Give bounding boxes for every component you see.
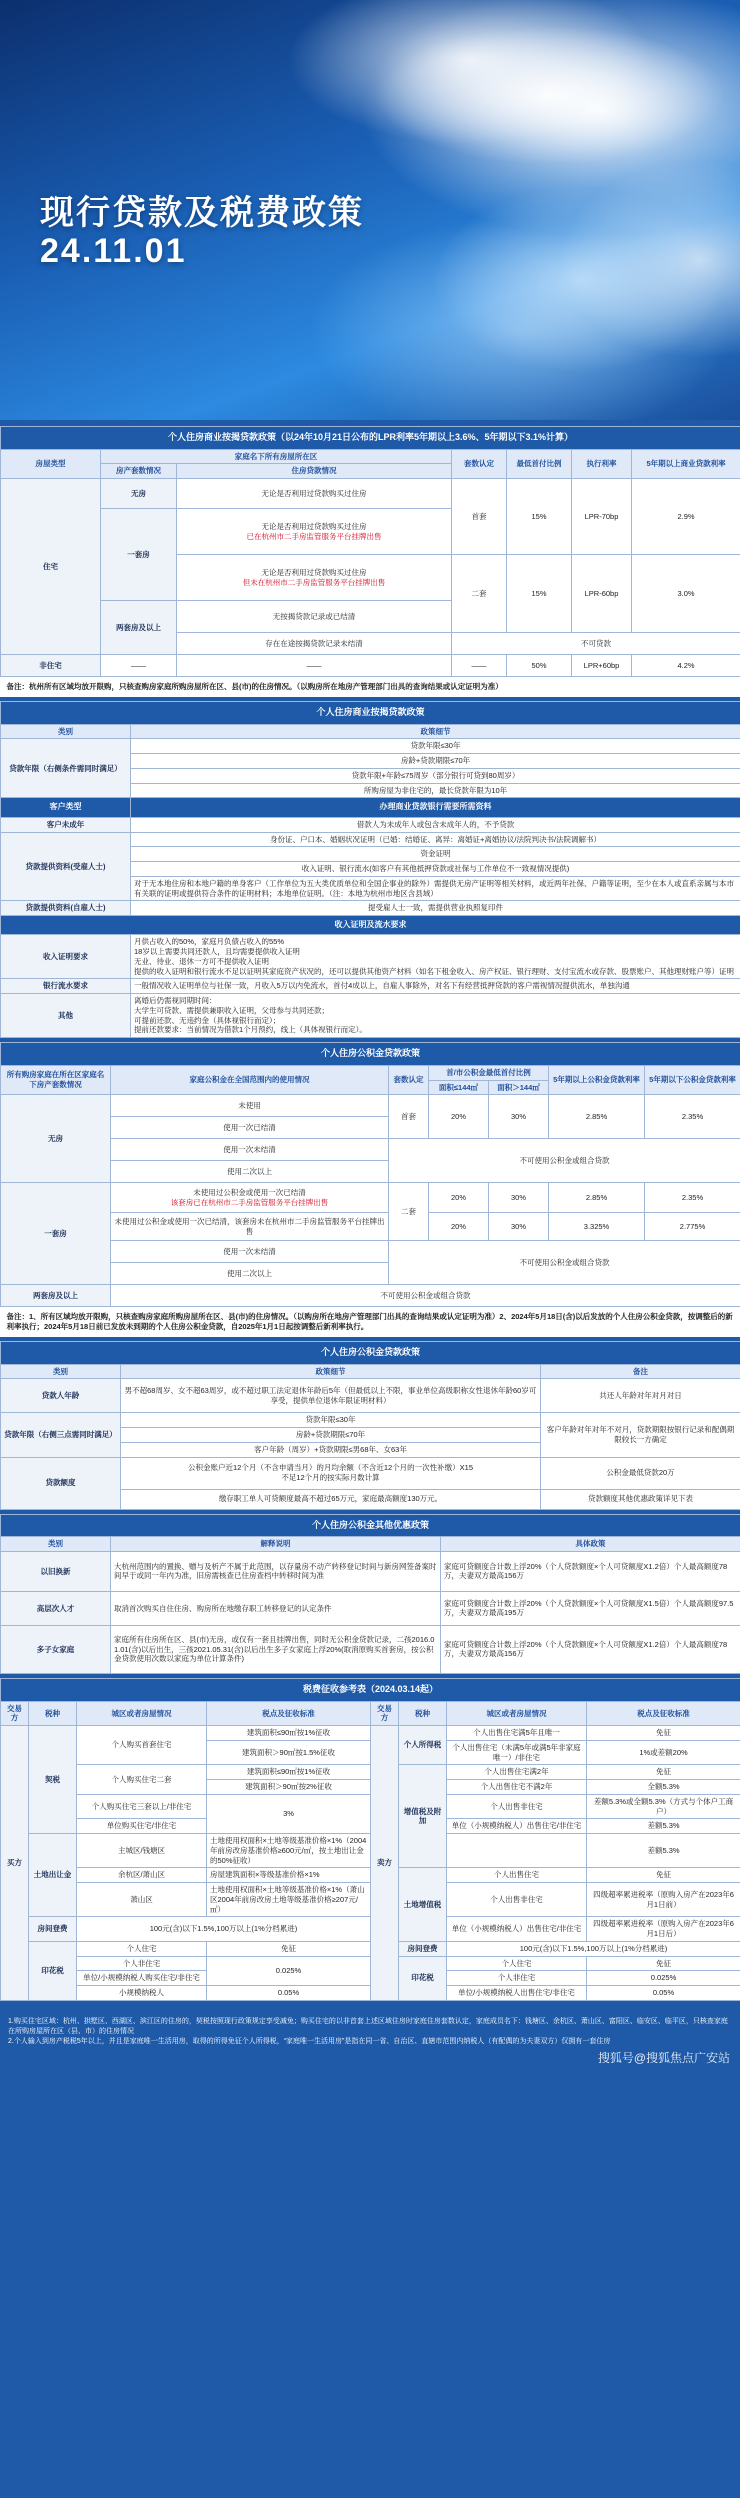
- table-cell: 共还人年龄对年对月对日: [541, 1379, 740, 1413]
- header-cell: 套数认定: [452, 449, 507, 479]
- header-cell: 家庭名下所有房屋所在区: [101, 449, 452, 464]
- table-cell: 四级超率累进税率（原购入房产在2023年6月1日前）: [587, 1883, 740, 1917]
- table-cell: 余杭区/萧山区: [77, 1868, 207, 1883]
- table-cell: ——: [452, 655, 507, 677]
- table-cell: 缴存职工单人可贷额度最高不超过65万元，家庭最高额度130万元。: [121, 1489, 541, 1509]
- row-label: 客户未成年: [1, 817, 131, 832]
- header-cell: 5年期以上商业贷款利率: [632, 449, 740, 479]
- section-provident-fund-other: [0, 1514, 740, 1674]
- cell-line: 可提前还款、无违约金（具体视银行而定）；: [134, 1015, 281, 1025]
- table-cell: 身份证、户口本、婚姻状况证明（已婚：结婚证、离异：离婚证+离婚协议/法院判决书/法院调解书）: [131, 832, 740, 847]
- table-cell: 免征: [587, 1868, 740, 1883]
- row-label: 贷款提供资料(受雇人士): [1, 832, 131, 901]
- table-cell: [447, 1834, 587, 1868]
- table-cell: 家庭所有住房所在区、县(市)无房，或仅有一套且挂牌出售，同时无公积金贷款记录，二孩2016.01.01(含)以后出生，三孩2021.05.31(含)以后出生多子女家庭上浮20%(取消原购买首套房，按公积金贷款使用次数以家庭为单位计算条件): [111, 1625, 441, 1673]
- table-cell: 20%: [429, 1095, 489, 1139]
- row-label: 一套房: [1, 1183, 111, 1285]
- provident-other-table: [0, 1514, 740, 1674]
- header-cell: 税点及征收标准: [587, 1701, 740, 1726]
- header-cell: 交易方: [371, 1701, 399, 1726]
- row-label: 印花税: [399, 1956, 447, 2000]
- table-cell: LPR-70bp: [572, 479, 632, 555]
- header-cell: 面积＞144㎡: [489, 1080, 549, 1095]
- header-cell: 最低首付比例: [507, 449, 572, 479]
- row-label: 增值税及附加: [399, 1765, 447, 1868]
- footer-note-1: 1.购买住宅区域：杭州、拱墅区、西湖区、滨江区的住房的，契税按照现行政策规定享受减免；购买住宅的以非首套上述区域住房时家庭住房套数认定，家庭成员名下：钱塘区、余杭区、萧山区、富阳区、临安区、临平区，只核查家庭在所购房屋所在区（县、市）的住房情况: [8, 2017, 728, 2035]
- tax-reference-table: [0, 1678, 740, 2001]
- table-cell: 男不超68周岁、女不超63周岁，或不超过职工法定退休年龄后5年（但最低以上不限，事业单位高级职称女性退休年龄60岁可享受，提供单位退休年限证明材料）: [121, 1379, 541, 1413]
- table-cell: 萧山区: [77, 1883, 207, 1917]
- table-cell: 2.85%: [549, 1095, 645, 1139]
- wave-foam-decoration-2: [420, 180, 740, 380]
- table-cell: 个人住宅: [77, 1941, 207, 1956]
- table-cell: 一般情况收入证明单位与社保一致，月收入5万以内免流水，首付4成以上，自雇人事除外，对名下有经营抵押贷款的客户需视情况提供流水，单独沟通: [131, 979, 740, 994]
- table-cell: 土地使用权面积×土地等级基准价格×1%（萧山区2004年前房改房土地等级基准价格≥207元/㎡）: [207, 1883, 371, 1917]
- page-date: 24.11.01: [40, 232, 187, 270]
- table-cell: 房屋建筑面积×等级基准价格×1%: [207, 1868, 371, 1883]
- table-cell: 贷款额度其他优惠政策详见下表: [541, 1489, 740, 1509]
- header-cell: 面积≤144㎡: [429, 1080, 489, 1095]
- content: [0, 420, 740, 2011]
- table-cell: 提受雇人士一致，需提供营业执照复印件: [131, 901, 740, 916]
- table-cell: 30%: [489, 1213, 549, 1241]
- table-cell: [177, 555, 452, 601]
- table-cell: 2.775%: [645, 1213, 740, 1241]
- section-caption: 个人住房商业按揭贷款政策（以24年10月21日公布的LPR利率5年期以上3.6%、5年期以下3.1%计算）: [1, 427, 740, 450]
- header-cell: 类别: [1, 1364, 121, 1379]
- row-label: 住宅: [1, 479, 101, 655]
- header-cell: 政策细节: [131, 724, 740, 739]
- table-cell: 单位购买住宅/非住宅: [77, 1819, 207, 1834]
- table-cell: 使用一次已结清: [111, 1117, 389, 1139]
- table-cell: 3.0%: [632, 555, 740, 633]
- table-cell: 存在在途按揭贷款记录未结清: [177, 633, 452, 655]
- header-cell: 家庭公积金在全国范围内的使用情况: [111, 1065, 389, 1095]
- table-cell: 未使用过公积金或使用一次已结清，该套房未在杭州市二手房监管服务平台挂牌出售: [111, 1213, 389, 1241]
- cell-line: 提供的收入证明和银行流水不足以证明其家庭资产状况的，还可以提供其他资产材料（如名下租金收入、房产权证、银行理财、支付宝流水或存款、股票账户、其他理财账户等）证明: [134, 966, 734, 976]
- table-cell: 首套: [452, 479, 507, 555]
- table-cell: 四级超率累进税率（原购入房产在2023年6月1日后）: [587, 1917, 740, 1942]
- table-cell: 1%或差额20%: [587, 1740, 740, 1765]
- table-cell: 个人出售住宅满5年且唯一: [447, 1726, 587, 1741]
- section-provident-fund-details: [0, 1341, 740, 1510]
- table-cell: 3.325%: [549, 1213, 645, 1241]
- table-cell: 0.05%: [207, 1986, 371, 2001]
- cell-line: 月供占收入的50%，家庭月负债占收入的55%: [134, 937, 285, 947]
- cell-line: 提前还款要求：当前情况为借款1个月预约，线上（具体视银行而定）。: [134, 1025, 367, 1035]
- table-cell: 差额5.3%: [587, 1819, 740, 1834]
- section-caption: 税费征收参考表（2024.03.14起）: [1, 1678, 740, 1701]
- cell-line: 离婚后仍需视同期时间：: [134, 996, 217, 1006]
- cell-line: 无论是否利用过贷款购买过住房: [261, 521, 367, 531]
- table-cell: 20%: [429, 1213, 489, 1241]
- header-cell: 套数认定: [389, 1065, 429, 1095]
- table-cell: 无论是否利用过贷款购买过住房: [177, 479, 452, 509]
- table-cell: 15%: [507, 479, 572, 555]
- row-label: 客户类型: [1, 798, 131, 817]
- row-label: 一套房: [101, 509, 177, 601]
- row-label: 土地增值税: [399, 1868, 447, 1942]
- table-cell: 3%: [207, 1794, 371, 1833]
- table-cell: 对于无本地住房和本地户籍的单身客户（工作单位为五大类优质单位和全国企事业的除外）需提供无房产证明等相关材料，或近两年社保、户籍等证明，至少在本人或直系亲属与本市有关联的证明或提供符合条件的证明材料；本地单位证明。（注：本地为杭州市地区含县域）: [131, 876, 740, 901]
- row-label: 买方: [1, 1726, 29, 2001]
- row-label: 房间登费: [29, 1917, 77, 1942]
- table-cell: 资金证明: [131, 847, 740, 862]
- table-cell: 二套: [389, 1183, 429, 1241]
- table-cell: 借款人为未成年人或包含未成年人的，不予贷款: [131, 817, 740, 832]
- table-cell: 100元(含)以下1.5%,100万以上(1%分档累进): [447, 1941, 740, 1956]
- row-label: 两套房及以上: [1, 1285, 111, 1307]
- table-cell: 个人购买住宅二套: [77, 1765, 207, 1795]
- table-cell: 使用一次未结清: [111, 1241, 389, 1263]
- table-cell: 公积金最低贷款20万: [541, 1457, 740, 1489]
- table-cell: 土地使用权面积×土地等级基准价格×1%（2004年前房改房基准价格≥600元/㎡，按土地出让金的50%征收）: [207, 1834, 371, 1868]
- header-cell: 城区或者房屋情况: [447, 1701, 587, 1726]
- row-label: 贷款年限（右侧三点需同时满足）: [1, 1413, 121, 1457]
- table-cell: [131, 994, 740, 1038]
- table-cell: 差额5.3%: [587, 1834, 740, 1868]
- row-label: 卖方: [371, 1726, 399, 2001]
- table-cell: 个人非住宅: [447, 1971, 587, 1986]
- table-cell: 未使用: [111, 1095, 389, 1117]
- table-cell: 个人出售非住宅: [447, 1794, 587, 1819]
- row-label: 个人所得税: [399, 1726, 447, 1765]
- table-cell: 个人购买住宅三套以上/非住宅: [77, 1794, 207, 1819]
- table-cell: 家庭可贷额度合计数上浮20%（个人贷款额度×个人可贷额度X1.5倍）个人最高额度97.5万，夫妻双方最高195万: [441, 1591, 740, 1625]
- table-cell: 收入证明、银行流水(如客户有其他抵押贷款或社保与工作单位不一致视情况提供): [131, 862, 740, 877]
- table-cell: 个人出售住宅: [447, 1868, 587, 1883]
- table-cell: 差额5.3%或全额5.3%（方式与个体户工商户）: [587, 1794, 740, 1819]
- row-label: 两套房及以上: [101, 601, 177, 655]
- section-caption: 个人住房公积金贷款政策: [1, 1341, 740, 1364]
- table-cell: 0.025%: [207, 1956, 371, 1986]
- row-label: 无房: [1, 1095, 111, 1183]
- table-cell: 2.35%: [645, 1095, 740, 1139]
- table-cell: LPR-60bp: [572, 555, 632, 633]
- table-cell: 贷款年限≤30年: [131, 739, 740, 754]
- table-cell: 单位/小规模纳税人出售住宅/非住宅: [447, 1986, 587, 2001]
- table-cell: 15%: [507, 555, 572, 633]
- cell-line: 大学生可贷款、需提供兼职收入证明，父母参与共同还款；: [134, 1005, 329, 1015]
- table-cell: 贷款年限≤30年: [121, 1413, 541, 1428]
- table-cell: 全额5.3%: [587, 1780, 740, 1795]
- table-cell: 免征: [207, 1941, 371, 1956]
- table-cell: 单位（小规模纳税人）出售住宅/非住宅: [447, 1917, 587, 1942]
- table-cell: 0.05%: [587, 1986, 740, 2001]
- table-cell: 二套: [452, 555, 507, 633]
- cell-line: 已在杭州市二手房监管服务平台挂牌出售: [246, 531, 382, 541]
- table-cell: 2.9%: [632, 479, 740, 555]
- section-note: 备注：杭州所有区域均放开限购，只核查购房家庭所购房屋所在区、县(市)的住房情况。（以购房所在地房产管理部门出具的查询结果或认定证明为准）: [1, 677, 740, 697]
- sub-header: 办理商业贷款银行需要所需资料: [131, 798, 740, 817]
- table-cell: 20%: [429, 1183, 489, 1213]
- table-cell: 个人出售非住宅: [447, 1883, 587, 1917]
- table-cell: 客户年龄对年对年不对月，贷款期限按银行记录和配偶期限较长一方确定: [541, 1413, 740, 1457]
- header-cell: 城区或者房屋情况: [77, 1701, 207, 1726]
- table-cell: 50%: [507, 655, 572, 677]
- table-cell: 使用一次未结清: [111, 1139, 389, 1161]
- table-cell: 2.85%: [549, 1183, 645, 1213]
- section-note: 备注：1、所有区域均放开限购，只核查购房家庭所购房屋所在区、县(市)的住房情况。（以购房所在地房产管理部门出具的查询结果或认定证明为准）2、2024年5月18日(含)以后发放的个人住房公积金贷款，按调整后的新利率执行；2024年5月18日前已发放未到期的个人住房公积金贷款，自2025年1月1日起按调整后新利率执行。: [1, 1307, 740, 1337]
- row-label: 多子女家庭: [1, 1625, 111, 1673]
- row-label: 银行流水要求: [1, 979, 131, 994]
- header-cell: 5年期以上公积金贷款利率: [549, 1065, 645, 1095]
- header-cell: 房屋类型: [1, 449, 101, 479]
- table-cell: 贷款年限+年龄≤75周岁（部分银行可贷到80周岁）: [131, 768, 740, 783]
- table-cell: 免征: [587, 1956, 740, 1971]
- table-cell: [131, 935, 740, 979]
- provident-fund-table: [0, 1042, 740, 1337]
- header-cell: 交易方: [1, 1701, 29, 1726]
- table-cell: 无按揭贷款记录或已结清: [177, 601, 452, 633]
- header-cell: 执行利率: [572, 449, 632, 479]
- cell-line: 未使用过公积金或使用一次已结清: [193, 1188, 306, 1198]
- table-cell: 4.2%: [632, 655, 740, 677]
- cell-line: 无论是否利用过贷款购买过住房: [261, 567, 367, 577]
- table-cell: 取消首次购买自住住房、购房所在地缴存职工转移登记的认定条件: [111, 1591, 441, 1625]
- table-cell: ——: [101, 655, 177, 677]
- table-cell: 建筑面积≤90㎡按1%征收: [207, 1765, 371, 1780]
- table-cell: 2.35%: [645, 1183, 740, 1213]
- table-cell: 建筑面积＞90㎡按2%征收: [207, 1780, 371, 1795]
- row-label: 收入证明要求: [1, 935, 131, 979]
- table-cell: [177, 509, 452, 555]
- footer-notes: [0, 2011, 740, 2072]
- table-cell: LPR+60bp: [572, 655, 632, 677]
- row-label: 以旧换新: [1, 1551, 111, 1591]
- table-cell: 使用二次以上: [111, 1263, 389, 1285]
- table-cell: 个人住宅: [447, 1956, 587, 1971]
- row-label: 土地出让金: [29, 1834, 77, 1917]
- table-cell: 首套: [389, 1095, 429, 1139]
- table-cell: 家庭可贷额度合计数上浮20%（个人贷款额度×个人可贷额度X1.2倍）个人最高额度78万，夫妻双方最高156万: [441, 1551, 740, 1591]
- table-cell: 单位（小规模纳税人）出售住宅/非住宅: [447, 1819, 587, 1834]
- header-cell: 类别: [1, 1537, 111, 1552]
- header-cell: 政策细节: [121, 1364, 541, 1379]
- table-cell: [111, 1183, 389, 1213]
- table-cell: [121, 1457, 541, 1489]
- section-caption: 个人住房公积金其他优惠政策: [1, 1514, 740, 1537]
- header-cell: 住房贷款情况: [177, 464, 452, 479]
- table-cell: 客户年龄（周岁）+贷款期限≤男68年、女63年: [121, 1442, 541, 1457]
- table-cell: 免征: [587, 1726, 740, 1741]
- table-cell: 家庭可贷额度合计数上浮20%（个人贷款额度×个人可贷额度X1.2倍）个人最高额度78万，夫妻双方最高156万: [441, 1625, 740, 1673]
- cell-line: 18岁以上需要共同还款人，且均需要提供收入证明: [134, 947, 300, 957]
- cell-line: 公积金账户近12个月（不含申请当月）的月均余额（不含近12个月的一次性补缴）X15: [187, 1463, 474, 1473]
- table-cell: 房龄+贷款期限≤70年: [121, 1428, 541, 1443]
- table-cell: 个人出售住宅满2年: [447, 1765, 587, 1780]
- header-cell: 备注: [541, 1364, 740, 1379]
- table-cell: 个人购买首套住宅: [77, 1726, 207, 1765]
- cell-line: 该套房已在杭州市二手房监管服务平台挂牌出售: [170, 1197, 329, 1207]
- row-label: 契税: [29, 1726, 77, 1834]
- table-cell: 不可使用公积金或组合贷款: [389, 1241, 740, 1285]
- header-cell: 税种: [399, 1701, 447, 1726]
- table-cell: 建筑面积＞90㎡按1.5%征收: [207, 1740, 371, 1765]
- table-cell: 30%: [489, 1095, 549, 1139]
- header-cell: 所有购房家庭在所在区家庭名下房产套数情况: [1, 1065, 111, 1095]
- header-cell: 解释说明: [111, 1537, 441, 1552]
- table-cell: 建筑面积≤90㎡按1%征收: [207, 1726, 371, 1741]
- table-cell: 主城区/钱塘区: [77, 1834, 207, 1868]
- header-cell: 5年期以下公积金贷款利率: [645, 1065, 740, 1095]
- table-cell: 大杭州范围内的置换、赠与及析产不属于此范围，以存量房不动产转移登记时间与新房网签备案时间早于或同一年内为准，旧房需核查已住房查档中转移时间为准: [111, 1551, 441, 1591]
- table-cell: 小规模纳税人: [77, 1986, 207, 2001]
- section-provident-fund: [0, 1042, 740, 1337]
- table-cell: 0.025%: [587, 1971, 740, 1986]
- cell-line: 但未在杭州市二手房监管服务平台挂牌出售: [242, 577, 386, 587]
- row-label: 贷款年限（右侧条件需同时满足）: [1, 739, 131, 798]
- section-commercial-loan: [0, 426, 740, 697]
- table-cell: 房龄+贷款期限≤70年: [131, 754, 740, 769]
- header-cell: 具体政策: [441, 1537, 740, 1552]
- table-cell: 个人出售住宅不满2年: [447, 1780, 587, 1795]
- table-cell: 个人出售住宅（未满5年或满5年非家庭唯一）/非住宅: [447, 1740, 587, 1765]
- hero-banner: [0, 0, 740, 420]
- section-commercial-loan-details: [0, 701, 740, 1038]
- row-label: 贷款人年龄: [1, 1379, 121, 1413]
- header-cell: 首/市公积金最低首付比例: [429, 1065, 549, 1080]
- row-label: 房间登费: [399, 1941, 447, 1956]
- row-label: 其他: [1, 994, 131, 1038]
- header-cell: 税种: [29, 1701, 77, 1726]
- table-cell: 使用二次以上: [111, 1161, 389, 1183]
- watermark: 搜狐号@搜狐焦点广安站: [597, 2050, 730, 2065]
- commercial-loan-table: [0, 426, 740, 697]
- sub-header: 收入证明及流水要求: [1, 916, 740, 935]
- cell-line: 无业、待业、退休一方可不提供收入证明: [134, 956, 269, 966]
- section-tax-reference: [0, 1678, 740, 2001]
- cell-line: 不足12个月的按实际月数计算: [281, 1473, 380, 1483]
- section-caption: 个人住房公积金贷款政策: [1, 1043, 740, 1066]
- header-cell: 类别: [1, 724, 131, 739]
- row-label: 高层次人才: [1, 1591, 111, 1625]
- wave-foam-decoration: [360, 20, 740, 170]
- row-label: 无房: [101, 479, 177, 509]
- table-cell: 不可使用公积金或组合贷款: [389, 1139, 740, 1183]
- table-cell: 100元(含)以下1.5%,100万以上(1%分档累进): [77, 1917, 371, 1942]
- provident-details-table: [0, 1341, 740, 1510]
- header-cell: 房产套数情况: [101, 464, 177, 479]
- page-title: 现行贷款及税费政策: [40, 194, 364, 232]
- footer-note-2: 2.个人输入到房产税税5年以上，并且是家庭唯一生活用房，取得的所得免征个人所得税，“家庭唯一生活用房”是指在同一省、自治区、直辖市范围内纳税人（有配偶的为夫妻双方）仅拥有一套住房: [8, 2037, 611, 2045]
- header-cell: 税点及征收标准: [207, 1701, 371, 1726]
- table-cell: 不可使用公积金或组合贷款: [111, 1285, 740, 1307]
- row-label: 印花税: [29, 1941, 77, 2000]
- table-cell: 不可贷款: [452, 633, 740, 655]
- table-cell: 所购房屋为非住宅的，最长贷款年限为10年: [131, 783, 740, 798]
- row-label: 贷款提供资料(自雇人士): [1, 901, 131, 916]
- row-label: 非住宅: [1, 655, 101, 677]
- section-caption: 个人住房商业按揭贷款政策: [1, 701, 740, 724]
- table-cell: 个人非住宅: [77, 1956, 207, 1971]
- table-cell: 30%: [489, 1183, 549, 1213]
- row-label: 贷款额度: [1, 1457, 121, 1509]
- table-cell: 单位/小规模纳税人购买住宅/非住宅: [77, 1971, 207, 1986]
- table-cell: ——: [177, 655, 452, 677]
- table-cell: 免征: [587, 1765, 740, 1780]
- commercial-details-table: [0, 701, 740, 1038]
